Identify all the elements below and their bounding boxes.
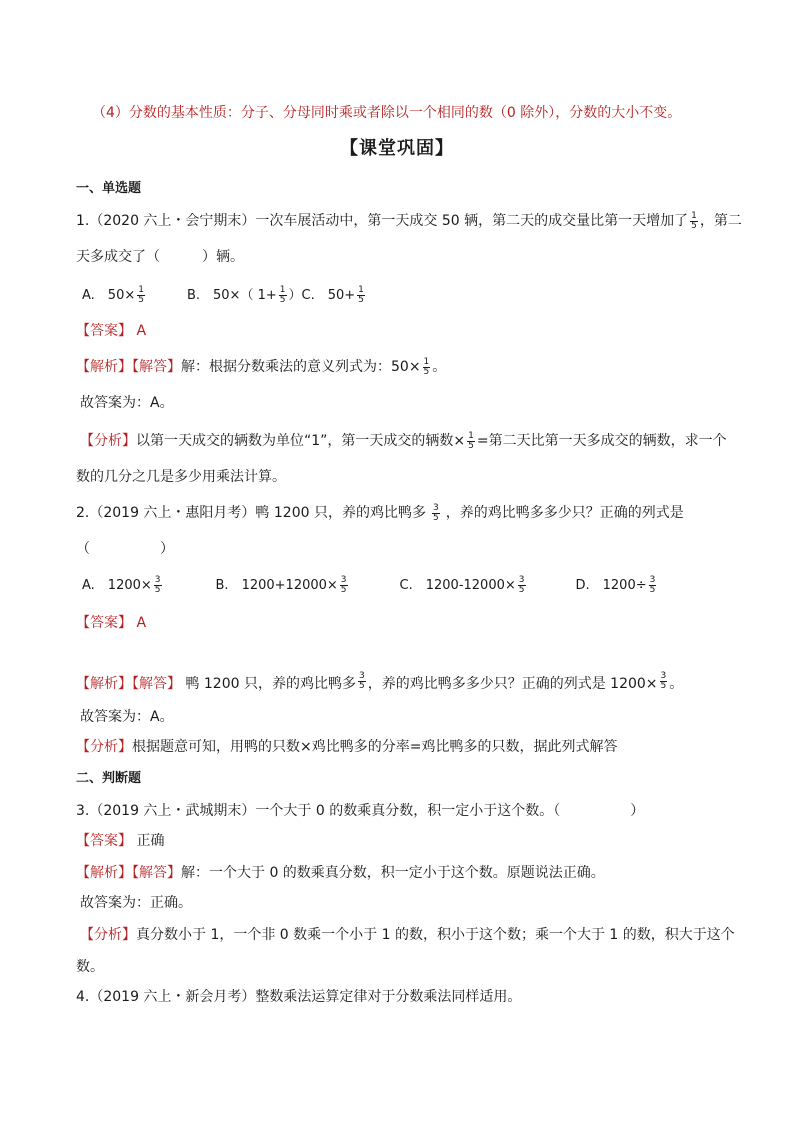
q2-option-a[interactable]: A. 1200× $\frac{3}{5}$: [82, 575, 161, 595]
section-title: 【课堂巩固】: [340, 138, 454, 159]
q3-stem: 3.（2019 六上・武城期末）一个大于 0 的数乘真分数，积一定小于这个数。（ ）: [76, 803, 645, 819]
section-heading-single-choice: 一、单选题: [76, 181, 142, 196]
q2-stem-line2: （ ）: [76, 541, 174, 557]
analysis-tag: 【解析】: [76, 359, 132, 375]
q2-option-d[interactable]: D. 1200÷ $\frac{3}{5}$: [575, 575, 656, 595]
q1-conclusion: 故答案为：A。: [80, 395, 174, 411]
q1-options: [82, 285, 734, 307]
fenxi-tag: 【分析】: [80, 433, 136, 449]
q1-option-b[interactable]: B. 50×（ 1+ $\frac{1}{5}$ ）C. 50+ $\frac{1}{5}$: [186, 285, 364, 305]
q2-fenxi: 【分析】根据题意可知，用鸭的只数×鸡比鸭多的分率=鸡比鸭多的只数，据此列式解答: [76, 739, 618, 755]
q1-option-a[interactable]: A. 50× $\frac{1}{5}$: [82, 285, 144, 305]
q2-option-c[interactable]: C. 1200-12000× $\frac{3}{5}$: [399, 575, 525, 595]
q3-answer: 【答案】 正确: [76, 833, 165, 849]
q2-answer-value: A: [136, 615, 147, 631]
q3-answer-value: 正确: [136, 833, 165, 849]
q3-conclusion: 故答案为：正确。: [80, 895, 192, 911]
q2-conclusion: 故答案为：A。: [80, 709, 174, 725]
q2-solution: 【解析】【解答】 鸭 1200 只，养的鸡比鸭多 $\frac{3}{5}$ ，养的鸡比鸭多多少只？正确的列式是 1200× $\frac{3}{5}$ 。: [76, 671, 684, 692]
q1-stem-text: 1.（2020 六上・会宁期末）一次车展活动中，第一天成交 50 辆，第二天的成交量比第一天增加了: [76, 213, 689, 229]
q2-stem-line1: 2.（2019 六上・惠阳月考）鸭 1200 只，养的鸡比鸭多 $\frac{3}{5}$ ，养的鸡比鸭多多少只？正确的列式是: [76, 502, 684, 523]
q1-solution: 【解析】【解答】解：根据分数乘法的意义列式为：50× $\frac{1}{5}$ 。: [76, 356, 447, 377]
q1-answer-value: A: [136, 323, 147, 339]
q1-answer: [76, 320, 734, 342]
q4-stem: 4.（2019 六上・新会月考）整数乘法运算定律对于分数乘法同样适用。: [76, 989, 522, 1005]
q1-fenxi-line1: 【分析】以第一天成交的辆数为单位“1”，第一天成交的辆数× $\frac{1}{5}$ =第二天比第一天多成交的辆数，求一个: [80, 430, 727, 451]
q3-fenxi-line2: 数。: [76, 959, 104, 975]
q1-fenxi-line2: 数的几分之几是多少用乘法计算。: [76, 469, 286, 485]
q2-option-b[interactable]: B. 1200+12000× $\frac{3}{5}$: [215, 575, 347, 595]
q1-stem-line1: 1.（2020 六上・会宁期末）一次车展活动中，第一天成交 50 辆，第二天的成交量比第一天增加了 $\frac{1}{5}$ ，第二: [76, 210, 742, 231]
q3-solution: 【解析】【解答】解：一个大于 0 的数乘真分数，积一定小于这个数。原题说法正确。: [76, 865, 605, 881]
section-heading-judgement: 二、判断题: [76, 771, 142, 786]
q1-stem-line2: 天多成交了（ ）辆。: [76, 249, 244, 265]
q2-options: [82, 575, 734, 597]
property-note: （4）分数的基本性质：分子、分母同时乘或者除以一个相同的数（0 除外），分数的大小不变。: [92, 105, 682, 121]
q2-answer: 【答案】 A: [76, 615, 147, 631]
q1-fraction: $\frac{1}{5}$: [691, 210, 697, 231]
answer-tag: 【答案】: [76, 323, 132, 339]
solution-tag: 【解答】: [132, 359, 181, 375]
q3-fenxi-line1: 【分析】真分数小于 1，一个非 0 数乘一个小于 1 的数，积小于这个数；乘一个大于 1 的数，积大于这个: [80, 927, 735, 943]
